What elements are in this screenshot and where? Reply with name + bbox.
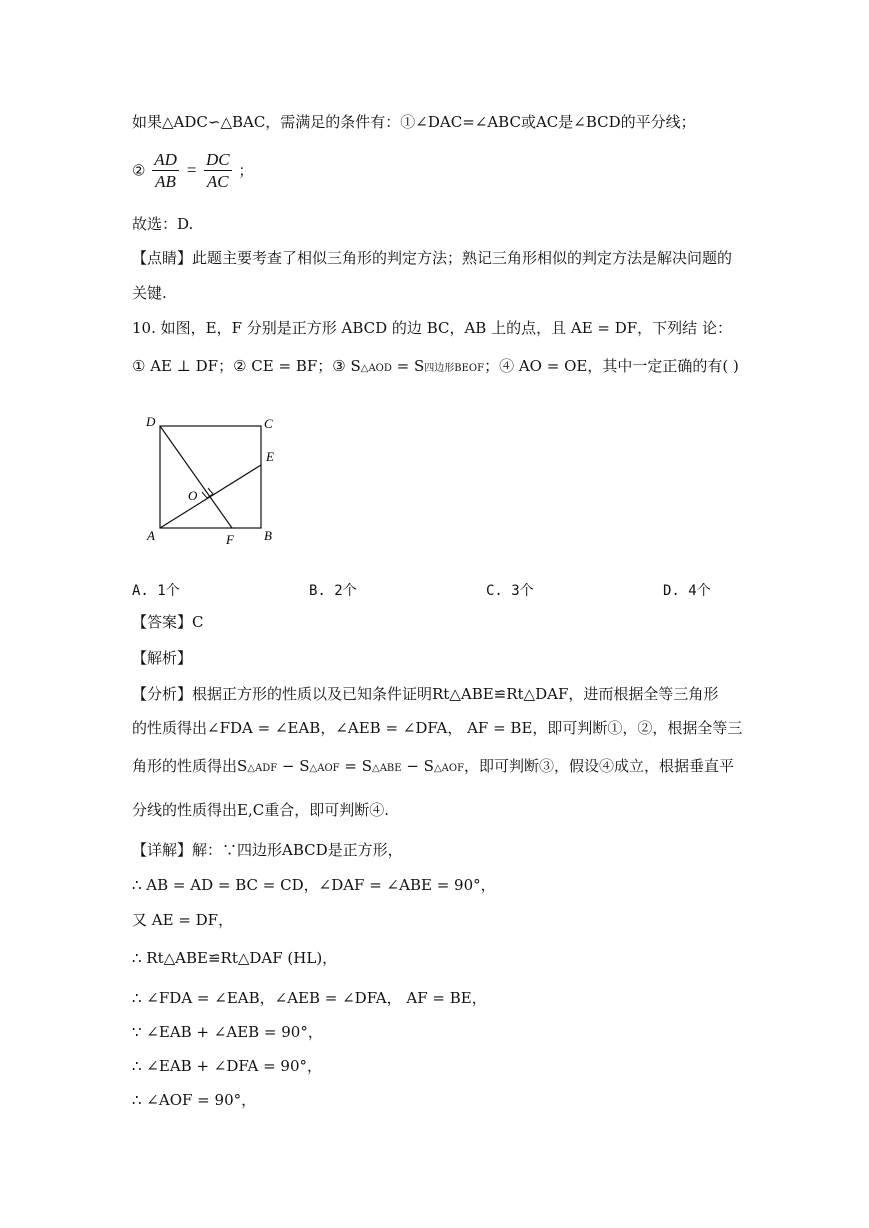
fraction-numerator: AD: [154, 150, 177, 169]
label-o: O: [188, 488, 198, 503]
detail-line-4: ∴ Rt△ABE≌Rt△DAF (HL)，: [132, 949, 338, 967]
label-c: C: [264, 416, 273, 431]
fraction-condition-line: [132, 150, 253, 193]
detail-line-5: ∴ ∠FDA = ∠EAB，∠AEB = ∠DFA， AF = BE，: [132, 989, 487, 1007]
detail-line-1: 【详解】解：∵四边形ABCD是正方形，: [132, 841, 403, 859]
question-statements: [132, 356, 739, 379]
fraction-numerator: DC: [205, 150, 230, 169]
subscript-quad: 四边形BEOF: [424, 363, 485, 374]
answer-line: 【答案】C: [132, 613, 204, 631]
analysis-heading: 【解析】: [132, 649, 193, 667]
sub-aof-2: △AOF: [433, 763, 465, 774]
label-b: B: [264, 528, 272, 543]
analysis-3d: − S: [401, 757, 434, 775]
semicolon: ；: [238, 161, 254, 180]
equals-sign: =: [185, 160, 198, 180]
subscript-aod: △AOD: [360, 363, 392, 374]
analysis-3e: ，即可判断③，假设④成立，根据垂直平: [464, 757, 735, 775]
analysis-line-4: 分线的性质得出E,C重合，即可判断④.: [132, 801, 389, 819]
question-stem: 10. 如图，E，F 分别是正方形 ABCD 的边 BC，AB 上的点，且 AE = DF，下列结 论：: [132, 319, 732, 337]
fraction-denominator: AB: [155, 172, 176, 191]
text-line-condition: 如果△ADC∽△BAC，需满足的条件有：①∠DAC=∠ABC或AC是∠BCD的平分线；: [132, 113, 696, 131]
text-line-note: 【点睛】此题主要考查了相似三角形的判定方法；熟记三角形相似的判定方法是解决问题的: [132, 249, 733, 267]
analysis-3c: = S: [339, 757, 372, 775]
text-line-choice: 故选：D.: [132, 215, 194, 233]
label-e: E: [266, 449, 274, 464]
analysis-line-1: 【分析】根据正方形的性质以及已知条件证明Rt△ABE≌Rt△DAF，进而根据全等三角形: [132, 685, 719, 703]
fraction-denominator: AC: [206, 172, 229, 191]
detail-line-2: ∴ AB = AD = BC = CD，∠DAF = ∠ABE = 90°，: [132, 876, 496, 894]
statements-part-b: = S: [391, 357, 425, 375]
analysis-line-2: 的性质得出∠FDA = ∠EAB，∠AEB = ∠DFA， AF = BE，即可判断①，②，根据全等三: [132, 719, 743, 737]
detail-line-3: 又 AE = DF，: [132, 911, 234, 929]
detail-line-7: ∴ ∠EAB + ∠DFA = 90°，: [132, 1057, 323, 1075]
analysis-3b: − S: [277, 757, 310, 775]
fraction-dc-ac: [204, 150, 232, 193]
circled-two: ②: [132, 161, 146, 180]
detail-line-6: ∵ ∠EAB + ∠AEB = 90°，: [132, 1023, 323, 1041]
option-c: C. 3个: [486, 583, 534, 599]
option-b: B. 2个: [309, 583, 357, 599]
analysis-3a: 角形的性质得出S: [132, 757, 248, 775]
analysis-line-3: [132, 756, 734, 779]
detail-line-8: ∴ ∠AOF = 90°，: [132, 1091, 257, 1109]
label-f: F: [226, 532, 234, 547]
option-a: A. 1个: [132, 583, 180, 599]
sub-adf: △ADF: [247, 763, 278, 774]
sub-abe: △ABE: [372, 763, 402, 774]
label-d: D: [146, 414, 156, 429]
option-d: D. 4个: [663, 583, 711, 599]
fraction-ad-ab: [152, 150, 179, 193]
square-figure: [140, 410, 290, 550]
sub-aof-1: △AOF: [309, 763, 340, 774]
statements-part-c: ；④ AO = OE，其中一定正确的有( ): [484, 357, 739, 375]
text-line-note-cont: 关键.: [132, 284, 167, 302]
statements-part-a: ① AE ⊥ DF；② CE = BF；③ S: [132, 357, 361, 375]
label-a: A: [147, 528, 155, 543]
